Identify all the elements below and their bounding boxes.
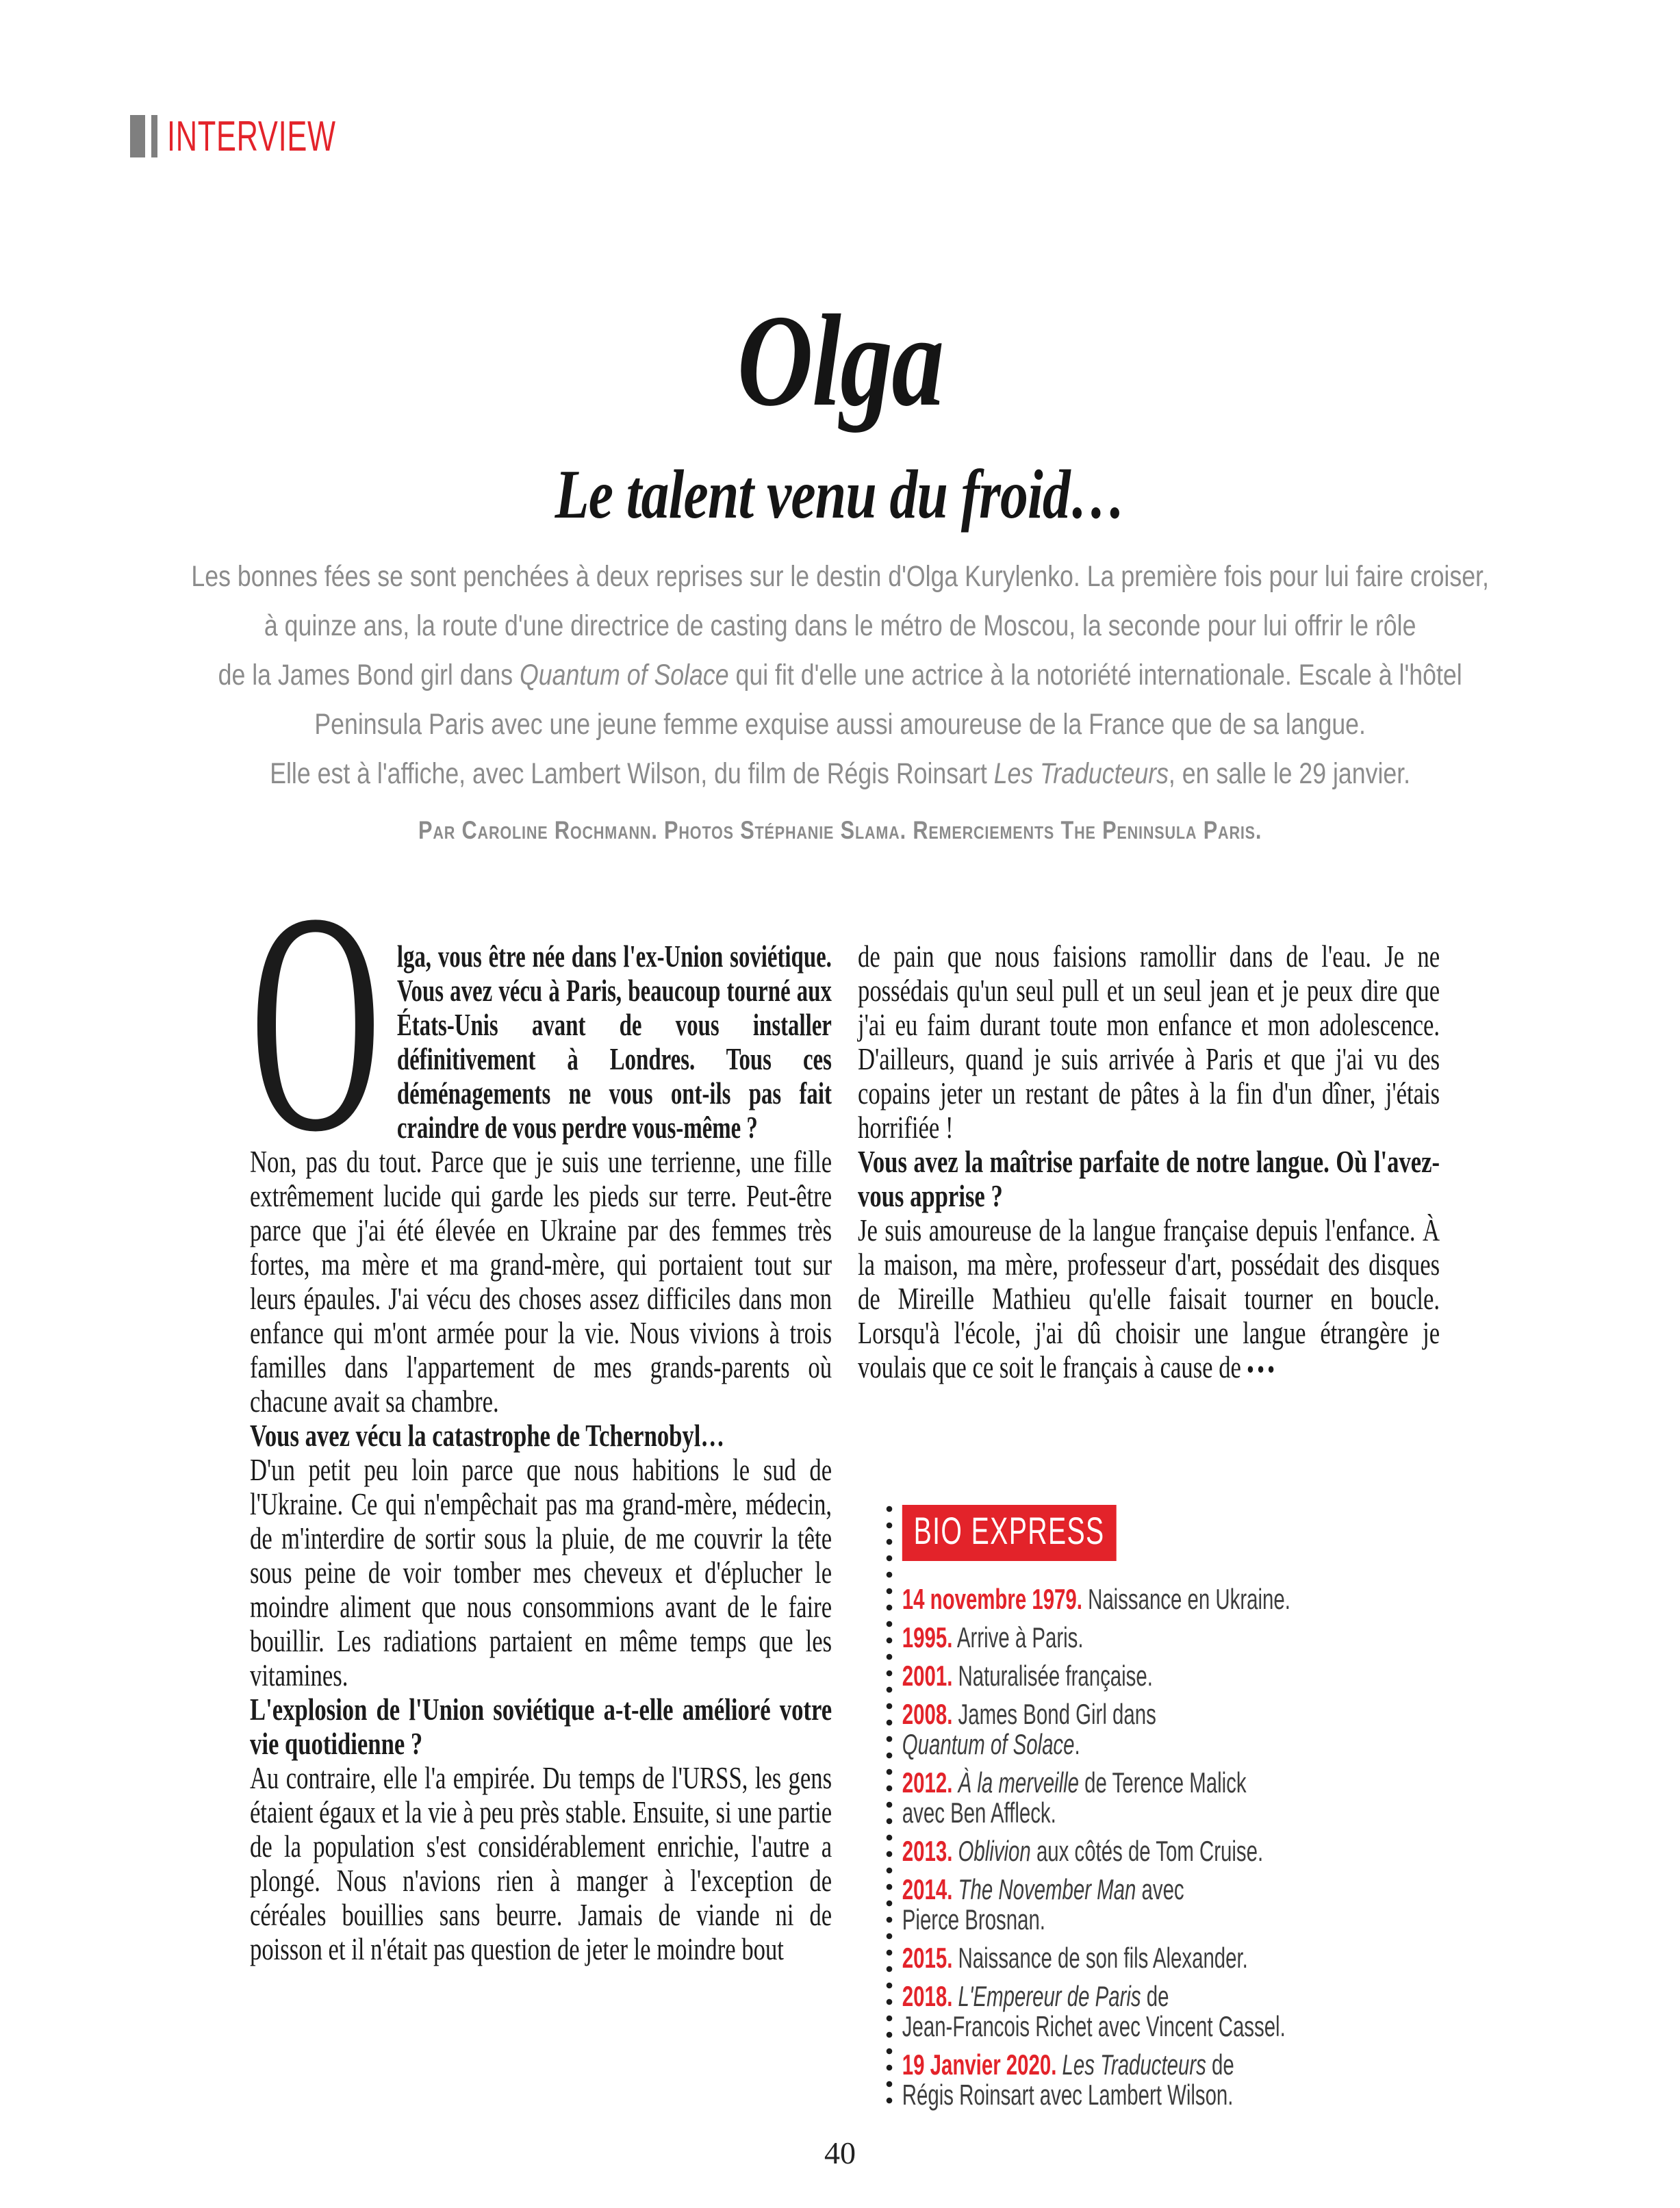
article-column-left <box>250 848 832 1966</box>
bio-entry: 2015. Naissance de son fils Alexander. <box>902 1942 1248 1974</box>
interview-answer: D'un petit peu loin parce que nous habitions le sud de l'Ukraine. Ce qui n'empêchait pas ma grand-mère, médecin, de m'interdire de sortir sous la pluie, de me couvrir la tête sous peine de voir tomber mes cheveux et d'éplucher le moindre aliment que nous consommions avant de le faire bouillir. Les radiations partaient en même temps que les vitamines. <box>250 1453 832 1692</box>
bio-entry: 2014. The November Man avec Pierce Brosnan. <box>902 1873 1184 1936</box>
interview-answer: Au contraire, elle l'a empirée. Du temps de l'URSS, les gens étaient égaux et la vie à peu près stable. Ensuite, si une partie de la population s'est considérablement enrichie, l'autre a plongé. Nous n'avions rien à manger à l'exception de céréales bouillies sans beurre. Jamais de viande ni de poisson et il n'était pas question de jeter le moindre bout <box>250 1761 832 1966</box>
bio-entry: 2012. À la merveille de Terence Malick avec Ben Affleck. <box>902 1766 1247 1829</box>
interview-question: Vous avez la maîtrise parfaite de notre langue. Où l'avez-vous apprise ? <box>858 1145 1440 1213</box>
page-number: 40 <box>824 2135 856 2170</box>
bio-entry: 2013. Oblivion aux côtés de Tom Cruise. <box>902 1835 1264 1867</box>
byline: Par Caroline Rochmann. Photos Stéphanie Slama. Remerciements The Peninsula Paris. <box>418 816 1262 844</box>
bio-entry: 1995. Arrive à Paris. <box>902 1621 1084 1653</box>
interview-answer: Non, pas du tout. Parce que je suis une terrienne, une fille extrêmement lucide qui garde les pieds sur terre. Peut-être parce que j'ai été élevée en Ukraine par des femmes très fortes, ma mère et ma grand-mère, qui portaient tout sur leurs épaules. J'ai vécu des choses assez difficiles dans mon enfance qui m'ont armée pour la vie. Nous vivions à trois familles dans l'appartement de mes grands-parents où chacune avait sa chambre. <box>250 1145 832 1419</box>
article-column-right <box>858 939 1440 1386</box>
header-rule-thick <box>130 115 145 157</box>
bio-entry: 14 novembre 1979. Naissance en Ukraine. <box>902 1583 1290 1615</box>
bio-entries <box>902 1584 1464 2110</box>
interview-question: lga, vous être née dans l'ex-Union soviétique. Vous avez vécu à Paris, beaucoup tourné aux États-Unis avant de vous installer définitivement à Londres. Tous ces déménagements ne vous ont-ils pas fait craindre de vous perdre vous-même ? <box>396 939 832 1145</box>
interview-answer: Je suis amoureuse de la langue française depuis l'enfance. À la maison, ma mère, professeur d'art, possédait des disques de Mireille Mathieu qu'elle faisait tourner en boucle. Lorsqu'à l'école, j'ai dû choisir une langue étrangère je voulais que ce soit le français à cause de ••• <box>858 1213 1440 1384</box>
drop-cap: O <box>250 848 381 1197</box>
interview-answer: de pain que nous faisions ramollir dans de l'eau. Je ne possédais qu'un seul pull et un seul jean et je peux dire que j'ai eu faim durant toute mon enfance et mon adolescence. D'ailleurs, quand je suis arrivée à Paris et que j'ai vu des copains jeter un restant de pâtes à la fin d'un dîner, j'étais horrifiée ! <box>858 939 1440 1145</box>
bio-box <box>886 1505 1464 2118</box>
interview-question: Vous avez vécu la catastrophe de Tchernobyl… <box>250 1419 725 1453</box>
interview-question: L'explosion de l'Union soviétique a-t-elle amélioré votre vie quotidienne ? <box>250 1692 832 1761</box>
bio-entry: 19 Janvier 2020. Les Traducteurs de Régis Roinsart avec Lambert Wilson. <box>902 2048 1234 2111</box>
bio-label: BIO EXPRESS <box>902 1505 1117 1561</box>
page-title: Olga <box>737 288 943 433</box>
bio-entry: 2001. Naturalisée française. <box>902 1660 1153 1692</box>
intro <box>0 552 1680 845</box>
title-block <box>0 288 1680 540</box>
page-subtitle: Le talent venu du froid… <box>555 456 1125 533</box>
header-rule-thin <box>151 115 157 157</box>
bio-entry: 2008. James Bond Girl dans Quantum of Solace. <box>902 1698 1156 1760</box>
section-label: INTERVIEW <box>167 113 336 160</box>
question-with-dropcap <box>250 848 832 1197</box>
bio-entry: 2018. L'Empereur de Paris de Jean-Francois Richet avec Vincent Cassel. <box>902 1980 1286 2042</box>
standfirst: Les bonnes fées se sont penchées à deux reprises sur le destin d'Olga Kurylenko. La première fois pour lui faire croiser, à quinze ans, la route d'une directrice de casting dans le métro de Moscou, la seconde pour lui offrir le rôle de la James Bond girl dans Quantum of Solace qui fit d'elle une actrice à la notoriété internationale. Escale à l'hôtel Peninsula Paris avec une jeune femme exquise aussi amoureuse de la France que de sa langue. Elle est à l'affiche, avec Lambert Wilson, du film de Régis Roinsart Les Traducteurs, en salle le 29 janvier. <box>191 560 1489 790</box>
section-header <box>130 115 408 159</box>
